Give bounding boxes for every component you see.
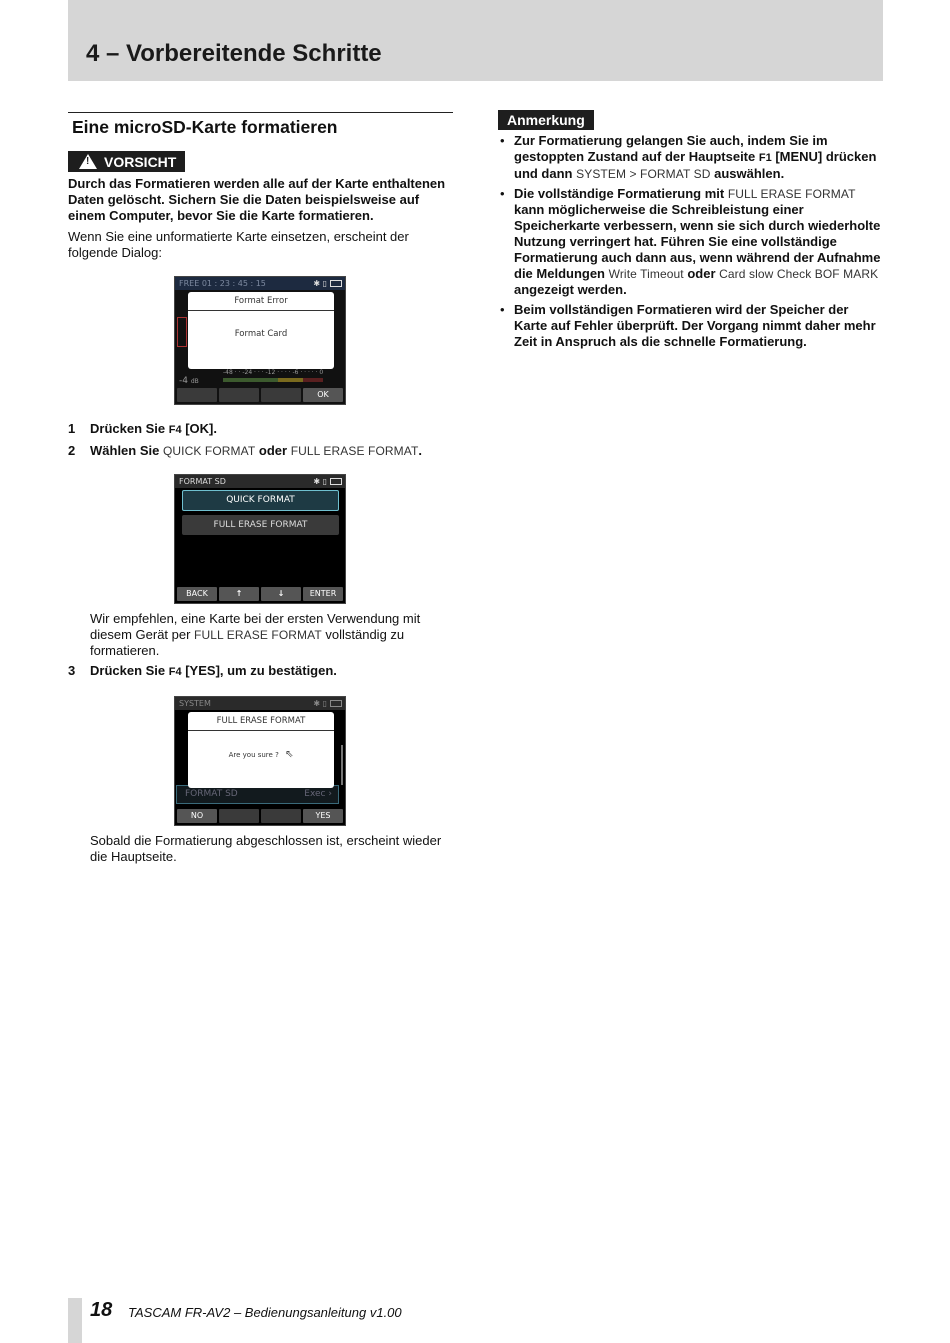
yes-button[interactable]: YES: [303, 809, 343, 823]
status-icons: ✱ ▯: [313, 699, 342, 708]
cursor-icon: ⇖: [285, 749, 294, 760]
no-button[interactable]: NO: [177, 809, 217, 823]
message-name: Write Timeout: [608, 267, 684, 281]
arrow-up-icon[interactable]: ↑: [219, 587, 259, 601]
step-text: Drücken Sie: [90, 421, 169, 436]
level-value: -4: [179, 376, 188, 386]
caution-text: Durch das Formatieren werden alle auf der Karte enthaltenen Daten gelöscht. Sichern Sie die Daten beispielsweise auf einem Computer, bevor Sie die Karte formatieren.: [68, 176, 446, 223]
right-column: [498, 110, 883, 354]
page-number: 18: [90, 1299, 113, 1321]
level-unit: dB: [190, 378, 199, 385]
row-value: [304, 786, 332, 803]
caution-badge: [68, 151, 185, 172]
step-text: oder: [255, 443, 291, 458]
step-number: 2: [68, 443, 76, 458]
level-readout: [179, 376, 199, 386]
key-label: F1: [758, 152, 772, 164]
completion-text: Sobald die Formatierung abgeschlossen ist, erscheint wieder die Hauptseite.: [90, 833, 442, 864]
function-keys: [177, 388, 343, 402]
fkey-2[interactable]: [219, 809, 259, 823]
step-text: [YES], um zu bestätigen.: [181, 663, 337, 678]
footer-bar: [68, 1298, 82, 1343]
text-part: Die vollständige Formatierung mit: [514, 186, 728, 201]
key-label: F4: [168, 666, 182, 678]
key-label: F4: [168, 424, 182, 436]
level-meter: [223, 378, 323, 382]
ok-button[interactable]: OK: [303, 388, 343, 402]
note-item: [498, 133, 883, 182]
intro-text: Wenn Sie eine unformatierte Karte einsetzen, erscheint der folgende Dialog:: [68, 229, 409, 260]
screen-format-sd: [174, 474, 346, 604]
screen-title: SYSTEM: [175, 697, 345, 710]
function-keys: [177, 587, 343, 601]
chevron-right-icon: ›: [328, 789, 332, 799]
status-icons: ✱ ▯: [313, 279, 342, 288]
screen-title: FORMAT SD: [175, 475, 345, 488]
section-title: Eine microSD-Karte formatieren: [72, 117, 338, 137]
step-number: 1: [68, 421, 76, 436]
left-column: [68, 112, 453, 261]
full-erase-format-option[interactable]: FULL ERASE FORMAT: [182, 515, 339, 535]
step-number: 3: [68, 663, 76, 678]
row-label: FORMAT SD: [185, 789, 238, 799]
option-name: FULL ERASE FORMAT: [727, 187, 856, 201]
step-3: [68, 663, 453, 680]
text-part: Zur Formatierung gelangen Sie auch, indem Sie im gestoppten Zustand auf der Hauptseite: [514, 133, 828, 164]
text-part: Wir empfehlen, eine Karte bei der ersten Verwendung mit diesem Gerät per: [90, 611, 421, 642]
dialog-message: [188, 749, 334, 760]
text-part: kann möglicherweise die Schreibleistung einer Speicherkarte verbessern, wenn sie sich durch wiederholte Nutzung verringert hat. Führen Sie eine vollständige Formatierung auch dann aus, wenn während der Aufnahme die Meldungen: [514, 202, 881, 281]
battery-icon: [330, 478, 342, 485]
text-part: vollständig zu formatieren.: [90, 627, 405, 658]
option-name: QUICK FORMAT: [162, 444, 256, 458]
step-text: .: [418, 443, 423, 458]
arrow-down-icon[interactable]: ↓: [261, 587, 301, 601]
step-1: [68, 421, 453, 438]
function-keys: [177, 809, 343, 823]
quick-format-option[interactable]: QUICK FORMAT: [182, 490, 339, 511]
status-icons: ✱ ▯: [313, 477, 342, 486]
text-part: [MENU] drücken und dann: [514, 149, 877, 181]
fkey-2[interactable]: [219, 388, 259, 402]
caution-label: VORSICHT: [104, 153, 177, 170]
screen-format-error: [174, 276, 346, 405]
text-part: oder: [683, 266, 720, 281]
fkey-3[interactable]: [261, 388, 301, 402]
menu-path: SYSTEM > FORMAT SD: [576, 167, 711, 181]
format-error-dialog: [188, 292, 334, 369]
note-item: [498, 186, 883, 298]
battery-icon: [330, 280, 342, 287]
step-text: Wählen Sie: [90, 443, 163, 458]
scrollbar[interactable]: [341, 745, 343, 785]
option-name: FULL ERASE FORMAT: [194, 628, 322, 642]
step-2: [68, 443, 453, 459]
dialog-message-text: Are you sure ?: [228, 751, 279, 759]
section-divider: [68, 112, 453, 113]
chapter-header: [68, 0, 883, 81]
note-item: • Beim vollständigen Formatieren wird der Speicher der Karte auf Fehler überprüft. Der Vorgang nimmt daher mehr Zeit in Anspruch als die schnelle Formatierung.: [498, 302, 883, 350]
recommendation-text: [90, 611, 453, 659]
fkey-3[interactable]: [261, 809, 301, 823]
text-part: auswählen.: [710, 166, 785, 181]
note-list: [498, 133, 883, 350]
dialog-title: FULL ERASE FORMAT: [188, 712, 334, 731]
back-button[interactable]: BACK: [177, 587, 217, 601]
screen-confirm-erase: [174, 696, 346, 826]
row-value-text: Exec: [304, 789, 326, 799]
message-name: Card slow Check BOF MARK: [719, 267, 879, 281]
note-badge: Anmerkung: [498, 110, 594, 130]
step-text: Drücken Sie: [90, 663, 169, 678]
chapter-title: 4 – Vorbereitende Schritte: [86, 40, 382, 67]
manual-title: TASCAM FR-AV2 – Bedienungsanleitung v1.00: [128, 1305, 402, 1320]
confirm-dialog: [188, 712, 334, 788]
dialog-message: Format Card: [234, 329, 288, 339]
steps-3: [68, 663, 453, 680]
enter-button[interactable]: ENTER: [303, 587, 343, 601]
step-text: [OK].: [181, 421, 217, 436]
fkey-1[interactable]: [177, 388, 217, 402]
text-part: angezeigt werden.: [514, 282, 627, 297]
status-bar: FREE 01 : 23 : 45 : 15: [175, 277, 345, 290]
dialog-title: Format Error: [188, 292, 334, 311]
battery-icon: [330, 700, 342, 707]
track-indicator: [177, 317, 187, 347]
steps-1-2: [68, 421, 453, 459]
warning-icon: [79, 154, 97, 169]
meter-scale: -48 · · -24 · · · -12 · · · · -6 · · · · · 0: [223, 369, 324, 376]
option-name: FULL ERASE FORMAT: [290, 444, 419, 458]
